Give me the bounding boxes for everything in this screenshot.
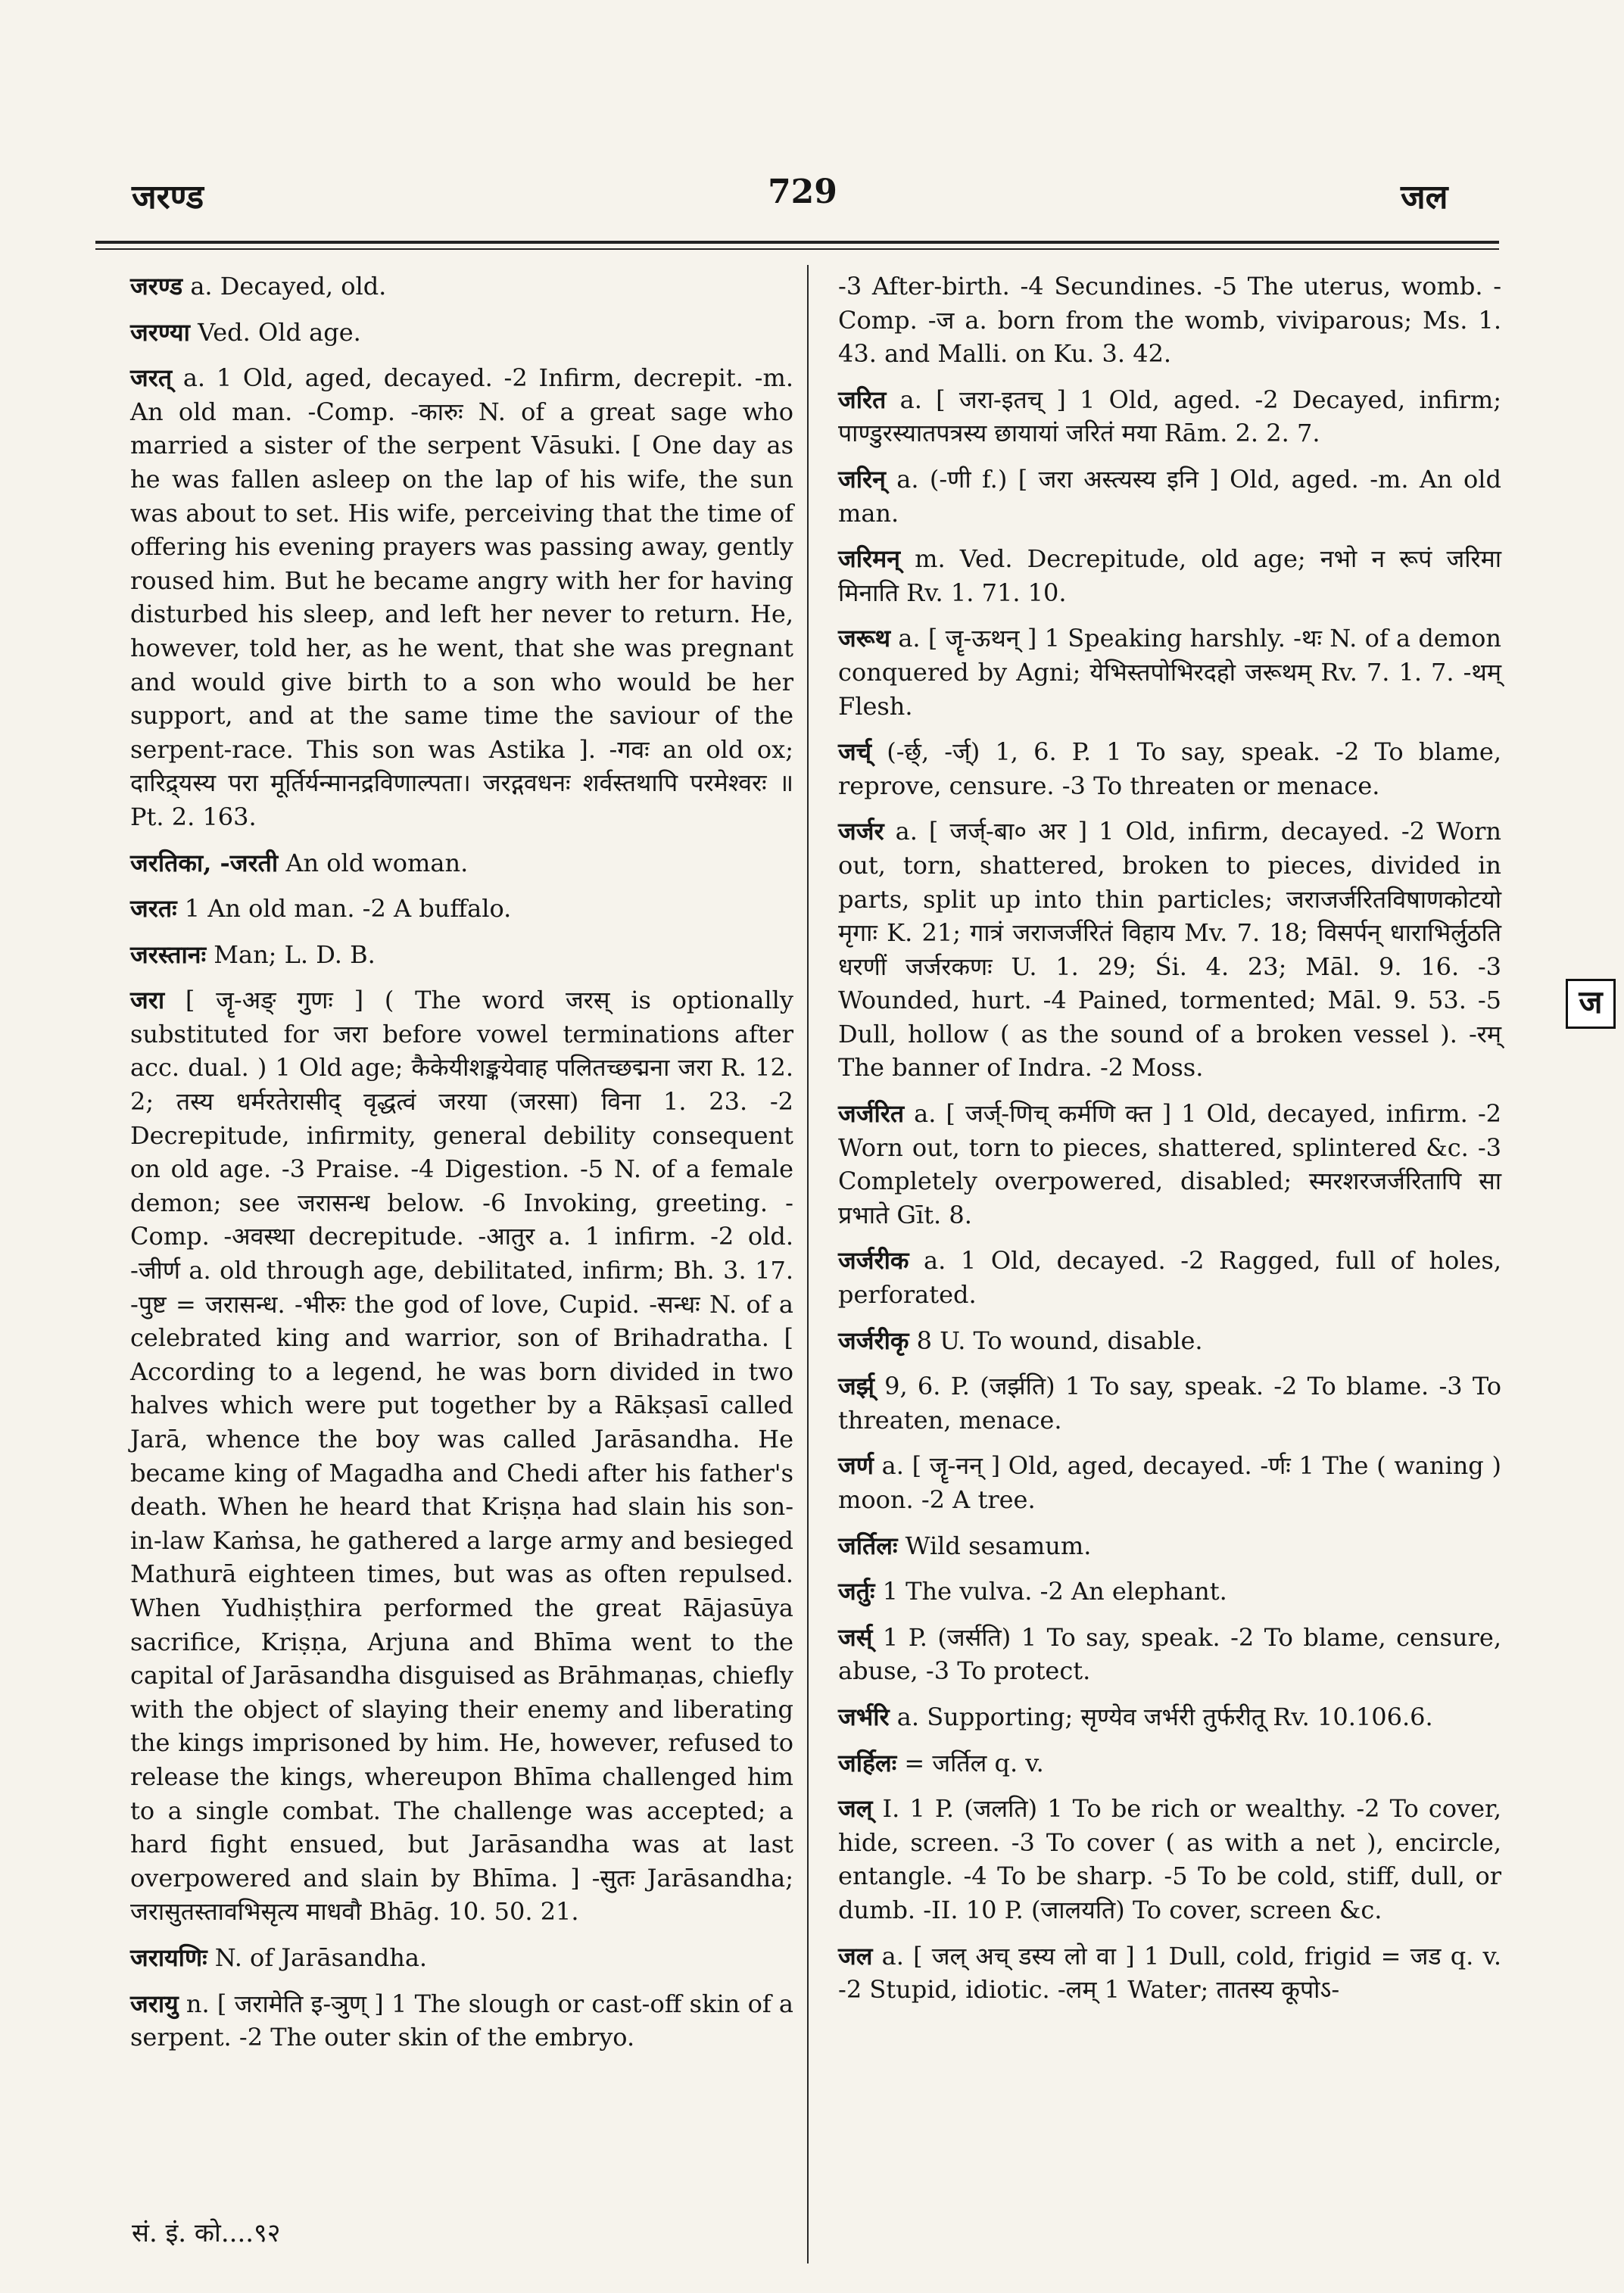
definition: a. [ जॄ-ऊथन् ] 1 Speaking harshly. -थः N. of a demon conquered by Agni; येभिस्तपोभिरदहो जरूथम् Rv. 7. 1. 7. -थम् Flesh. — [838, 624, 1501, 721]
headword: जर्तुः — [838, 1577, 875, 1606]
headword: जल — [838, 1941, 873, 1971]
headword: जर्तिलः — [838, 1531, 898, 1560]
right-guide-word: जल — [1401, 178, 1448, 217]
header-rule-thin — [95, 248, 1499, 250]
definition: = जर्तिल q. v. — [896, 1748, 1044, 1777]
dictionary-entry — [130, 269, 793, 304]
definition: a. 1 Old, decayed. -2 Ragged, full of holes, perforated. — [838, 1246, 1501, 1310]
definition: m. Ved. Decrepitude, old age; नभो न रूपं जरिमा मिनाति Rv. 1. 71. 10. — [838, 544, 1501, 607]
dictionary-entry — [838, 1324, 1501, 1358]
dictionary-entry — [130, 1941, 793, 1975]
headword: जल् — [838, 1794, 873, 1824]
definition: a. [ जर्ज्-णिच् कर्मणि क्त ] 1 Old, decayed, infirm. -2 Worn out, torn to pieces, shattered, splintered &c. -3 Completely overpowered, disabled; स्मरशरजर्जरितापि सा प्रभाते Gīt. 8. — [838, 1099, 1501, 1229]
headword: जरत् — [130, 363, 173, 393]
dictionary-entry — [838, 1621, 1501, 1688]
definition: a. Decayed, old. — [182, 272, 387, 301]
definition: a. (-णी f.) [ जरा अस्त्यस्य इनि ] Old, aged. -m. An old man. — [838, 464, 1501, 528]
dictionary-entry — [130, 361, 793, 833]
definition: n. [ जरामेति इ-ञुण् ] 1 The slough or cast-off skin of a serpent. -2 The outer skin of the embryo. — [130, 1989, 793, 2052]
signature-mark: सं. इं. को....९२ — [132, 2218, 281, 2248]
definition: (-र्छ्, -र्ज्) 1, 6. P. 1 To say, speak. -2 To blame, reprove, censure. -3 To threaten or menace. — [838, 737, 1501, 800]
headword: जरस्तानः — [130, 939, 207, 969]
column-divider — [807, 265, 809, 2263]
dictionary-entry — [838, 463, 1501, 530]
definition: Man; L. D. B. — [206, 939, 376, 969]
dictionary-entry — [838, 1449, 1501, 1516]
dictionary-entry — [838, 1939, 1501, 2007]
definition: a. [ जर्ज्-बा० अर ] 1 Old, infirm, decayed. -2 Worn out, torn, shattered, broken to pieces, divided in parts, split up into thin particles; जराजर्जरितविषाणकोटयो मृगाः K. 21; गात्रं जराजर्जरितं विहाय Mv. 7. 18; विसर्पन् धाराभिर्लुठति धरणीं जर्जरकणः U. 1. 29; Śi. 4. 23; Māl. 9. 16. -3 Wounded, hurt. -4 Pained, tormented; Māl. 9. 53. -5 Dull, hollow ( as the sound of a broken vessel ). -रम् The banner of Indra. -2 Moss. — [838, 817, 1501, 1083]
dictionary-entry — [130, 983, 793, 1929]
dictionary-entry — [838, 269, 1501, 371]
definition: An old woman. — [278, 848, 469, 877]
dictionary-entry — [130, 846, 793, 880]
headword: जर्च् — [838, 737, 872, 767]
headword: जर्झ् — [838, 1372, 874, 1401]
definition: Ved. Old age. — [189, 317, 361, 347]
dictionary-entry — [838, 1529, 1501, 1563]
definition: a. Supporting; सृण्येव जर्भरी तुर्फरीतू Rv. 10.106.6. — [889, 1702, 1433, 1731]
headword: जरतिका, -जरती — [130, 848, 279, 877]
dictionary-entry — [130, 938, 793, 972]
definition: -3 After-birth. -4 Secundines. -5 The uterus, womb. -Comp. -ज a. born from the womb, viviparous; Ms. 1. 43. and Malli. on Ku. 3. 42. — [838, 272, 1501, 369]
definition: I. 1 P. (जलति) 1 To be rich or wealthy. -2 To cover, hide, screen. -3 To cover ( as with a net ), encircle, entangle. -4 To be sharp. -5 To be cold, stiff, dull, or dumb. -II. 10 P. (जालयति) To cover, screen &c. — [838, 1794, 1501, 1924]
headword: जरूथ — [838, 624, 891, 653]
headword: जरिन् — [838, 464, 886, 494]
dictionary-entry — [838, 1369, 1501, 1437]
definition: a. [ जल् अच् डस्य लो वा ] 1 Dull, cold, frigid = जड q. v. -2 Stupid, idiotic. -लम् 1 Water; तातस्य कूपोऽ- — [838, 1941, 1501, 2005]
thumb-index-tab: ज — [1566, 979, 1616, 1029]
definition: 8 U. To wound, disable. — [909, 1326, 1203, 1355]
definition: [ जॄ-अङ् गुणः ] ( The word जरस् is optionally substituted for जरा before vowel terminations after acc. dual. ) 1 Old age; कैकेयीशङ्कयेवाह पलितच्छद्मना जरा R. 12. 2; तस्य धर्मरतेरासीद् वृद्धत्वं जरया (जरसा) विना 1. 23. -2 Decrepitude, infirmity, general debility consequent on old age. -3 Praise. -4 Digestion. -5 N. of a female demon; see जरासन्ध below. -6 Invoking, greeting. -Comp. -अवस्था decrepitude. -आतुर a. 1 infirm. -2 old. -जीर्ण a. old through age, debilitated, infirm; Bh. 3. 17. -पुष्ट = जरासन्ध. -भीरुः the god of love, Cupid. -सन्धः N. of a celebrated king and warrior, son of Brihadratha. [ According to a legend, he was born divided in two halves which were put together by a Rākṣasī called Jarā, whence the boy was called Jarāsandha. He became king of Magadha and Chedi after his father's death. When he heard that Kriṣṇa had slain his son-in-law Kaṁsa, he gathered a large army and besieged Mathurā eighteen times, but was as often repulsed. When Yudhiṣṭhira performed the great Rājasūya sacrifice, Kriṣṇa, Arjuna and Bhīma went to the capital of Jarāsandha disguised as Brāhmaṇas, chiefly with the object of slaying their enemy and liberating the kings imprisoned by him. He, however, refused to release the kings, whereupon Bhīma challenged him to a single combat. The challenge was accepted; a hard fight ensued, but Jarāsandha was at last overpowered and slain by Bhīma. ] -सुतः Jarāsandha; जरासुतस्तावभिसृत्य माधवौ Bhāg. 10. 50. 21. — [130, 986, 793, 1927]
dictionary-entry — [838, 1792, 1501, 1927]
headword: जरतः — [130, 894, 177, 924]
definition: a. [ जॄ-नन् ] Old, aged, decayed. -र्णः 1 The ( waning ) moon. -2 A tree. — [838, 1451, 1501, 1514]
header-rule-thick — [95, 241, 1499, 244]
headword: जर्ण — [838, 1451, 874, 1481]
definition: N. of Jarāsandha. — [207, 1943, 428, 1972]
headword: जरायणिः — [130, 1943, 207, 1972]
headword: जरायु — [130, 1989, 179, 2018]
definition: a. [ जरा-इतच् ] 1 Old, aged. -2 Decayed, infirm; पाण्डुरस्यातपत्रस्य छायायां जरितं मया Rām. 2. 2. 7. — [838, 385, 1501, 448]
headword: जरा — [130, 986, 165, 1015]
left-guide-word: जरण्ड — [132, 178, 204, 217]
definition: Wild sesamum. — [897, 1531, 1092, 1560]
headword: जर्भरि — [838, 1702, 890, 1731]
dictionary-entry — [838, 735, 1501, 802]
headword: जर्जरित — [838, 1099, 905, 1129]
headword: जर्स् — [838, 1622, 873, 1652]
dictionary-entry — [838, 1244, 1501, 1311]
headword: जर्जरीक — [838, 1246, 909, 1276]
dictionary-entry — [838, 1746, 1501, 1781]
dictionary-entry — [130, 1987, 793, 2055]
dictionary-entry — [130, 316, 793, 350]
definition: 1 The vulva. -2 An elephant. — [874, 1577, 1227, 1606]
definition: 1 An old man. -2 A buffalo. — [176, 894, 512, 924]
dictionary-entry — [838, 622, 1501, 723]
right-column — [838, 269, 1501, 2019]
dictionary-entry — [838, 1575, 1501, 1609]
dictionary-entry — [838, 815, 1501, 1085]
headword: जर्हिलः — [838, 1748, 897, 1777]
headword: जर्जरीकृ — [838, 1326, 909, 1355]
headword: जरण्ड — [130, 272, 183, 301]
page-number: 729 — [768, 173, 837, 211]
left-column — [130, 269, 793, 2067]
dictionary-entry — [838, 1700, 1501, 1734]
definition: 1 P. (जर्सति) 1 To say, speak. -2 To blame, censure, abuse, -3 To protect. — [838, 1622, 1501, 1686]
headword: जरिमन् — [838, 544, 901, 574]
definition: a. 1 Old, aged, decayed. -2 Infirm, decrepit. -m. An old man. -Comp. -कारुः N. of a great sage who married a sister of the serpent Vāsuki. [ One day as he was fallen asleep on the lap of his wife, the sun was about to set. His wife, perceiving that the time of offering his evening prayers was passing away, gently roused him. But he became angry with her for having disturbed his sleep, and left her never to return. He, however, told her, as he went, that she was pregnant and would give birth to a son who would be her support, and at the same time the saviour of the serpent-race. This son was Astika ]. -गवः an old ox; दारिद्र्यस्य परा मूर्तिर्यन्मानद्रविणाल्पता। जरद्गवधनः शर्वस्तथापि परमेश्वरः ॥ Pt. 2. 163. — [130, 363, 793, 831]
headword: जरित — [838, 385, 887, 414]
headword: जरण्या — [130, 317, 190, 347]
dictionary-entry — [130, 892, 793, 926]
dictionary-entry — [838, 1097, 1501, 1232]
headword: जर्जर — [838, 817, 884, 846]
dictionary-entry — [838, 383, 1501, 450]
definition: 9, 6. P. (जर्झति) 1 To say, speak. -2 To blame. -3 To threaten, menace. — [838, 1372, 1501, 1435]
dictionary-entry — [838, 542, 1501, 609]
